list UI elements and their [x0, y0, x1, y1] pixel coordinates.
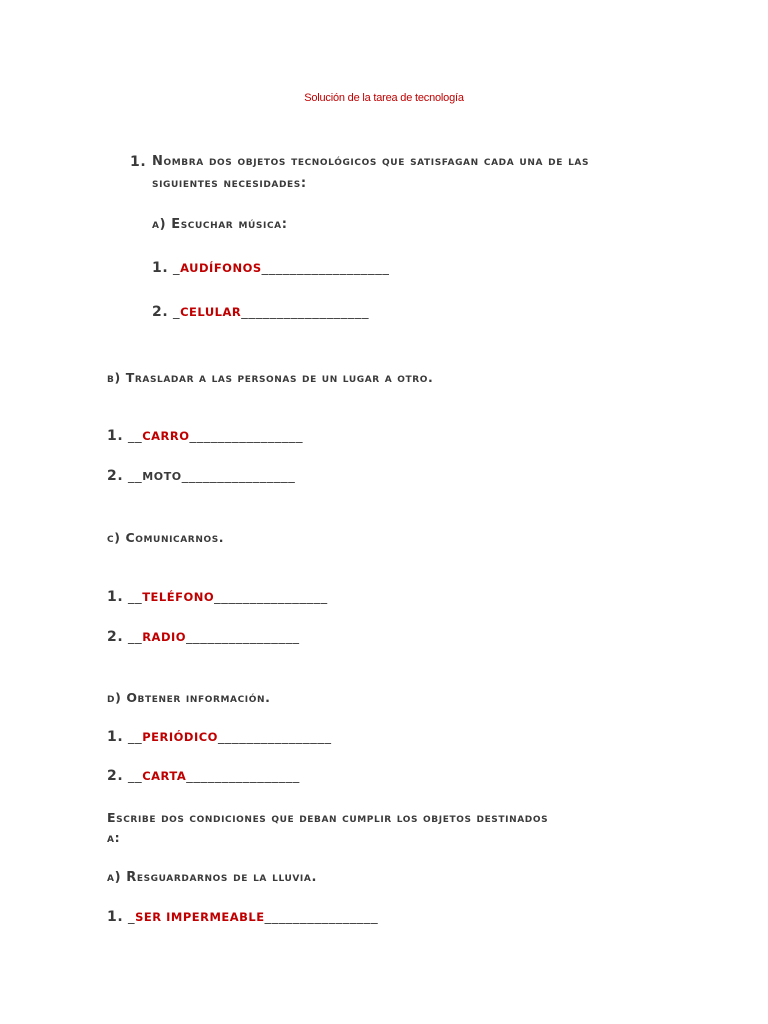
answer-number: 2.	[107, 768, 124, 784]
question-1-line-1: Nombra dos objetos tecnológicos que satisfagan cada una de las	[152, 154, 590, 169]
answer-text: CELULAR	[180, 305, 242, 319]
answer-blank-tail: __________________	[241, 305, 370, 320]
answer-blank-tail: ________________	[217, 730, 332, 745]
question-1-number: 1.	[130, 154, 147, 170]
answer-number: 1.	[107, 729, 124, 745]
section-b-label: b) Trasladar a las personas de un lugar a otro.	[107, 370, 434, 385]
answer-blank-tail: __________________	[261, 261, 390, 276]
answer-blank-lead: __	[123, 469, 143, 484]
answer-number: 2.	[152, 304, 169, 320]
answer-blank-lead: __	[123, 429, 143, 444]
section-e-answer-1	[107, 909, 378, 925]
answer-blank-lead: __	[123, 730, 143, 745]
section-e-label: a) Resguardarnos de la lluvia.	[107, 870, 317, 885]
answer-blank-lead: _	[168, 261, 181, 276]
answer-blank-tail: ________________	[181, 469, 296, 484]
section-c-answer-2	[107, 629, 300, 645]
answer-blank-lead: __	[123, 769, 143, 784]
question-1-line-2: siguientes necesidades:	[152, 176, 307, 191]
answer-text: CARRO	[142, 429, 190, 443]
answer-number: 1.	[107, 589, 124, 605]
section-b-answer-1	[107, 428, 303, 444]
answer-number: 1.	[107, 909, 124, 925]
answer-blank-tail: ________________	[186, 769, 300, 784]
answer-number: 2.	[107, 468, 124, 484]
answer-text: RADIO	[142, 630, 187, 644]
answer-blank-tail: ________________	[264, 910, 379, 925]
answer-blank-lead: _	[168, 305, 181, 320]
answer-blank-tail: ________________	[189, 429, 304, 444]
section-d-answer-1	[107, 729, 332, 745]
answer-text: MOTO	[142, 470, 182, 483]
section-c-answer-1	[107, 589, 328, 605]
answer-blank-tail: ________________	[186, 630, 300, 645]
answer-number: 1.	[152, 260, 169, 276]
answer-text: SER IMPERMEABLE	[135, 910, 265, 924]
answer-text: TELÉFONO	[142, 590, 215, 604]
answer-text: AUDÍFONOS	[180, 261, 262, 275]
question-2-line-2: a:	[107, 830, 121, 845]
document-title: Solución de la tarea de tecnología	[304, 92, 464, 104]
answer-blank-lead: _	[123, 910, 136, 925]
answer-text: CARTA	[142, 769, 187, 783]
answer-number: 2.	[107, 629, 124, 645]
section-c-label: c) Comunicarnos.	[107, 530, 225, 545]
section-a-answer-2	[152, 304, 369, 320]
answer-blank-lead: __	[123, 590, 143, 605]
answer-blank-lead: __	[123, 630, 143, 645]
question-2-line-1: Escribe dos condiciones que deban cumplir los objetos destinados	[107, 810, 549, 825]
section-d-label: d) Obtener información.	[107, 690, 271, 705]
section-a-label: a) Escuchar música:	[152, 217, 288, 232]
answer-text: PERIÓDICO	[142, 730, 218, 744]
answer-blank-tail: ________________	[214, 590, 328, 605]
answer-number: 1.	[107, 428, 124, 444]
section-a-answer-1	[152, 260, 389, 276]
section-d-answer-2	[107, 768, 300, 784]
section-b-answer-2	[107, 468, 295, 484]
